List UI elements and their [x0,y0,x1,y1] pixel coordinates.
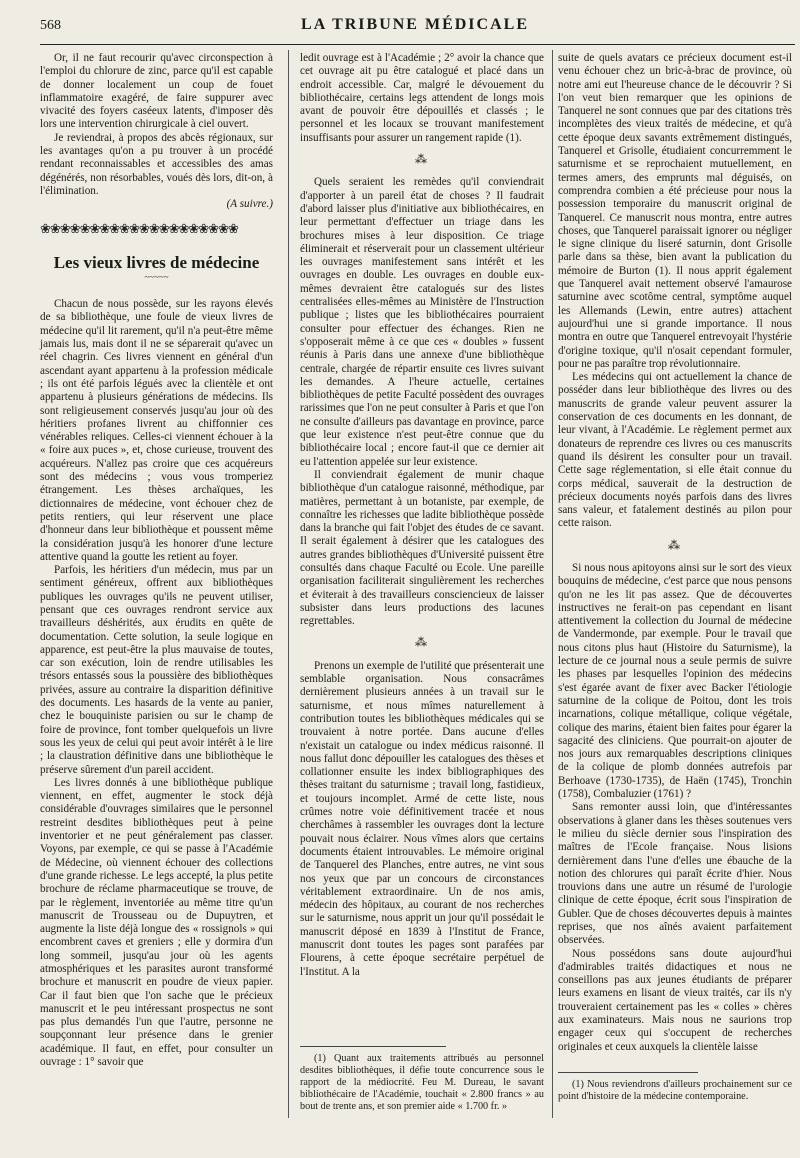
paragraph: suite de quels avatars ce précieux document est-il venu échouer chez un bric-à-brac de province, où notre ami eut l'heureuse chance de le découvrir ? Si l'on veut bien remarquer que les opinions de Tanquerel ne sont connues que par des citations très incomplètes des vieux traités de médecine, et qu'à cette époque deux savants extrêmement distingués, Tanquerel et Grisolle, étudiaient concurremment le saturnisme et se reprochaient mutuellement, en termes amers, des emprunts mal déguisés, on comprendra combien a été précieuse pour nous la possession temporaire du manuscrit original de Tanquerel. Ce manuscrit nous montra, entre autres choses, que Tanquerel paraissait ignorer ou négliger le signe clinique du liseré saturnin, dont Grisolle parle dans sa thèse, bien avant la publication du mémoire de Burton (1). Il nous apprit également que Tanquerel avait nettement observé l'amaurose saturnine avec scotôme central, symptôme auquel les Allemands (Lewin, entre autres) attachent aujourd'hui une si grande importance. Il nous montra en outre que Tanquerel entrevoyait l'hystérie d'origine toxique, qu'il n'osait cependant formuler, pour ne pas paraître trop révolutionnaire. [558,52,792,370]
column-middle [300,52,545,1112]
footnote: (1) Quant aux traitements attribués au personnel desdites bibliothèques, il défie toute concurrence sous le rapport de la médiocrité. Feu M. Dureau, le savant bibliothécaire de l'Académie, touchait « 2.800 francs » au bout de trente ans, et son premier aide « 1.700 fr. » [300,1053,544,1112]
page-header [40,14,790,40]
header-rule [40,44,795,45]
section-separator: ⁂ [415,635,429,650]
column-left [40,52,273,1069]
paragraph: ledit ouvrage est à l'Académie ; 2° avoir la chance que cet ouvrage ait pu être catalogué et placé dans un endroit accessible. Car, malgré le dévouement du bibliothécaire, certains legs attendent de longs mois avant de pouvoir être dépouillés et classés ; le personnel et les locaux se trouvant manifestement insuffisants pour assurer un rangement rapide (1). [300,52,544,144]
journal-title: LA TRIBUNE MÉDICALE [301,16,529,33]
paragraph: Si nous nous apitoyons ainsi sur le sort des vieux bouquins de médecine, c'est parce que nous pensons qu'on ne les lit pas assez. Que de découvertes instructives ne ferait-on pas cependant en lisant attentivement la collection du Journal de médecine de Vandermonde, par exemple. Pour le travail que nous citons plus haut (Histoire du Saturnisme), la lecture de ce journal nous a seule permis de suivre les phases par lesquelles l'opinion des médecins s'est égarée avant de fixer avec Backer l'étiologie saturnine de la colique de Poitou, dont les trois incarnations, colique métallique, colique végétale, colique des marins, étaient bien faites pour égarer la sagacité des cliniciens. Que pourrait-on ajouter de nos jours aux remarquables descriptions cliniques de la colique de plomb données autrefois par Berhoave (1730-1735), de Haën (1745), Tronchin (1758), Combaluzier (1761) ? [558,561,792,801]
footnote-block [558,1062,792,1103]
footnote-block [300,1036,544,1113]
paragraph: Quels seraient les remèdes qu'il conviendrait d'apporter à un pareil état de choses ? Il faudrait d'abord laisser plus d'initiative aux bibliothécaires, en leur permettant d'effectuer un triage dans les brochures mises à leur disposition. Ce triage éliminerait et réserverait pour un classement ultérieur les ouvrages manifestement sans intérêt et les ouvrages en double. Les ouvrages en double eux-mêmes devraient être catalogués sur des listes centralisées elles-mêmes au Ministère de l'Instruction publique ; listes que les bibliothécaires pourraient consulter pour effectuer des échanges. Rien ne s'opposerait même à ce que ces « doubles » fussent réunis à Paris dans une annexe d'une bibliothèque centrale, chargée de répartir ensuite ces livres suivant les demandes. A l'heure actuelle, certaines bibliothèques de petite Faculté possèdent des ouvrages rarissimes que l'on ne peut consulter à Paris et que l'on ne consulte d'ailleurs pas davantage en province, parce que leur existence n'est peut-être connue que du bibliothécaire local ; encore faut-il que ce dernier ait eu l'attention appelée sur leur existence. [300,176,544,468]
paragraph: Les livres donnés à une bibliothèque publique viennent, en effet, augmenter le stock déjà considérable d'ouvrages similaires que le personnel restreint desdites bibliothèques peut à peine inventorier et ne peut généralement pas classer. Voyons, par exemple, ce qui se passe à l'Académie de Médecine, où viennent échouer des collections d'une grande richesse. Le legs accepté, la plus petite brochure de réclame pharmaceutique se trouve, de par le règlement, inventoriée au même titre qu'un manuscrit de Trousseau ou de Dupuytren, et augmente la liste déjà longue des « rossignols » qui encombrent caves et greniers ; elle y dormira d'un long sommeil, jusqu'au jour où les agents atmosphériques et les parasites auront transformé brochure et manuscrit en poudre de vieux papier. Car il faut bien que l'on sache que le précieux manuscrit et le peu intéressant prospectus ne sont pas plus demandés l'un que l'autre, personne ne soupçonnant leur présence dans le grenier académique. Il faut, en effet, pour consulter un ouvrage : 1° savoir que [40,776,273,1069]
paragraph: Or, il ne faut recourir qu'avec circonspection à l'emploi du chlorure de zinc, parce qu'il est capable de donner localement un coup de fouet inflammatoire exagéré, de faire suppurer avec vivacité des foyers caséeux latents, d'imposer dès lors une intervention chirurgicale à ciel ouvert. [40,52,273,131]
page-number: 568 [40,18,61,33]
title-flourish: ~~~~~ [144,271,169,282]
column-divider [552,50,553,1118]
paragraph: Chacun de nous possède, sur les rayons élevés de sa bibliothèque, une foule de vieux livres de médecine qu'il lit rarement, qu'il n'a peut-être même jamais lus, mais dont il ne se séparerait qu'avec un réel chagrin. Ces livres viennent en général d'un ascendant ayant appartenu à la profession médicale ; ils ont été parfois légués avec la clientèle et ont appartenu à plusieurs générations de médecins. Ils sont religieusement conservés jusqu'au jour où des héritiers profanes livrent au chiffonnier ces vénérables reliques. Celles-ci viennent échouer à la « foire aux puces », et, chose curieuse, trouvent des acquéreurs. N'allez pas croire que ces acquéreurs sont des médecins ; vous vous tromperiez étrangement. Les thèses archaïques, les dictionnaires de médecine, vont échouer chez de petits rentiers, qui leur réservent une place d'honneur dans leur bibliothèque et poussent même la considération jusqu'à les honorer d'une lecture attentive quand la goutte les retient au foyer. [40,298,273,563]
paragraph: Prenons un exemple de l'utilité que présenterait une semblable organisation. Nous consacrâmes dernièrement plusieurs années à un travail sur le saturnisme, et nous mîmes naturellement à contribution toutes les bibliothèques médicales qui se trouvaient à notre portée. Dans aucune d'elles n'existait un catalogue ou index médicus raisonné. Il nous fallut donc dépouiller les catalogues des thèses et collationner ensuite les index bibliographiques des thèses traitant du saturnisme ; travail long, fastidieux, et toujours incomplet. Armé de cette liste, nous crûmes notre voie définitivement tracée et nous cherchâmes à rassembler les ouvrages dont la lecture pouvait nous éclairer. Nous vîmes alors que certains documents étaient introuvables. Le mémoire original de Tanquerel des Planches, entre autres, ne vint sous nos yeux que par un concours de circonstances véritablement extraordinaire. Un de nos amis, médecin des hôpitaux, au courant de nos recherches sur le saturnisme, nous apprit un jour qu'il possédait le manuscrit déposé en 1839 à l'Institut de France, manuscrit dont toutes les pages sont parafées par Flourens, à cette époque secrétaire perpétuel de l'Institut. A la [300,659,545,978]
column-right [558,52,792,1102]
article-title: Les vieux livres de médecine [53,252,260,272]
paragraph: Il conviendrait également de munir chaque bibliothèque d'un catalogue raisonné, méthodique, par matières, permettant à un botaniste, par exemple, de connaître les richesses que ladite bibliothèque possède dans la branche qui fait l'objet des études de ce savant. Il serait également à désirer que les catalogues des autres grandes bibliothèques d'Université puissent être consultés dans chaque Faculté ou Ecole. Une pareille organisation faciliterait singulièrement les recherches et éviterait à des travailleurs consciencieux de laisser subsister dans leurs productions des lacunes regrettables. [300,468,544,628]
section-separator: ⁂ [415,152,429,167]
paragraph: Parfois, les héritiers d'un médecin, mus par un sentiment généreux, offrent aux bibliothèques publiques les ouvrages qu'ils ne peuvent utiliser, pensant que ces ouvrages rendront service aux travailleurs déshérités, aux érudits en quête de documentation. Cette solution, la seule logique en apparence, est peut-être la plus mauvaise de toutes, car son exécution, loin de rendre utilisables les trésors entassés sous la poussière des bibliothèques privées, assure au contraire la disparition définitive des documents. Les hasards de la vente au panier, chez le bouquiniste parisien ou sur le champ de foire de province, font tomber quelquefois un livre sous les yeux de celui qui peut avoir intérêt à le lire ; la claustration définitive dans une bibliothèque le préserve sûrement d'un pareil accident. [40,564,273,776]
paragraph: Nous possédons sans doute aujourd'hui d'admirables traités didactiques et nous ne conseillons pas aux jeunes étudiants de préparer leurs examens en lisant de vieux traités, car ils n'y trouveraient certainement pas les « colles » chères aux examinateurs. Mais nous ne saurions trop engager ceux qui s'occupent de recherches originales et ceux auxquels la clientèle laisse [558,947,792,1053]
footnote: (1) Nous reviendrons d'ailleurs prochainement sur ce point d'histoire de la médecine contemporaine. [558,1079,792,1102]
column-divider [288,50,289,1118]
paragraph: Sans remonter aussi loin, que d'intéressantes observations à glaner dans les thèses soutenues vers le milieu du siècle dernier sous l'inspiration des maîtres de l'Ecole française. Nous lisions dernièrement dans l'une d'elles une ébauche de la notion des chlorures qui paraît écrite d'hier. Nous trouvions dans une autre un résumé de l'urologie clinique de cette époque, écrit sous l'inspiration de Gubler. Que de choses découvertes depuis à maintes reprises, que nos aînés avaient parfaitement observées. [558,801,792,947]
paragraph: Je reviendrai, à propos des abcès régionaux, sur les avantages qu'on a pu trouver à un procédé rendant reconnaissables et accessibles des amas dégénérés, non résorbables, voués dès lors, dit-on, à l'élimination. [40,131,273,197]
footnote-rule [558,1072,698,1073]
ornamental-divider: ❀❀❀❀❀❀❀❀❀❀❀❀❀❀❀❀❀❀❀❀ [40,221,238,236]
section-separator: ⁂ [668,537,682,552]
paragraph: Les médecins qui ont actuellement la chance de posséder dans leur bibliothèque des livres ou des manuscrits de grande valeur peuvent assurer la conservation de ces documents en les donnant, de leur vivant, à l'Académie. Le règlement permet aux donateurs de reprendre ces livres ou ces manuscrits quand ils désirent les consulter pour un travail. Cette sage réglementation, si elle était connue du corps médical, sauverait de la destruction de précieux documents noyés parfois dans des livres sans valeur, et fatalement destinés au pilon pour cette raison. [558,371,792,530]
footnote-rule [300,1046,446,1047]
to-be-continued: (A suivre.) [226,198,273,211]
